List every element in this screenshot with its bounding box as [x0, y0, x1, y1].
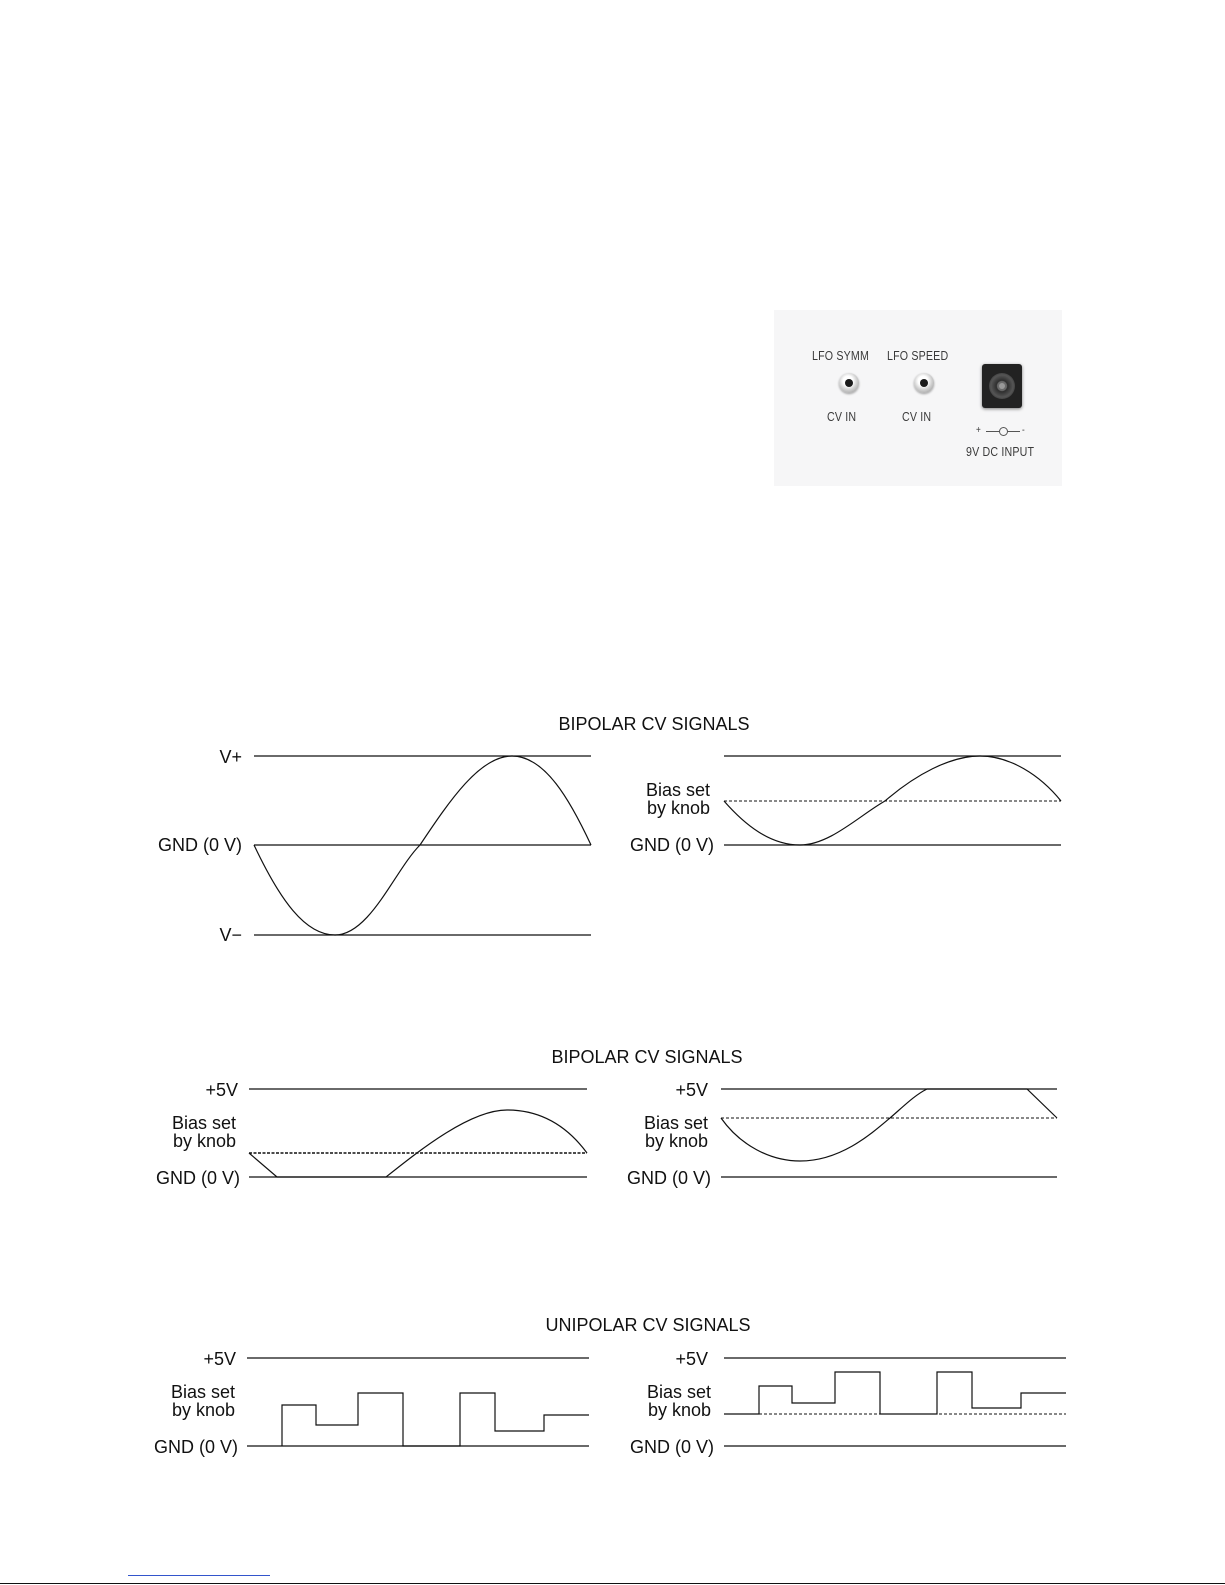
diagram1-title: BIPOLAR CV SIGNALS [558, 714, 750, 734]
diagram2-left-clipped-wave [249, 1110, 587, 1177]
footer-link-underline [128, 1575, 270, 1576]
diagram2-title: BIPOLAR CV SIGNALS [551, 1047, 743, 1067]
dc-polarity-plus: + [976, 425, 981, 436]
diagram2-right-clipped-wave [721, 1089, 1057, 1161]
diagram3-left-bias-label-2: by knob [171, 1400, 235, 1420]
lfo-speed-label: LFO SPEED [887, 348, 949, 363]
diagram1-left-vplus-label: V+ [219, 747, 242, 767]
diagram3-left-gnd-label: GND (0 V) [153, 1437, 238, 1457]
diagram2-right-bias-label-2: by knob [644, 1131, 708, 1151]
diagram1-right-bias-label-2: by knob [646, 798, 710, 818]
diagram3-left-5v-label: +5V [203, 1349, 236, 1369]
lfo-symm-label: LFO SYMM [812, 348, 869, 363]
diagram3-left-step-wave [282, 1393, 589, 1446]
diagram1-right-bias-label-1: Bias set [645, 780, 710, 800]
diagram3-left-bias-label-1: Bias set [170, 1382, 235, 1402]
diagram3-title: UNIPOLAR CV SIGNALS [545, 1315, 751, 1335]
diagram2-right-5v-label: +5V [675, 1080, 708, 1100]
diagram3-right-step-wave [724, 1372, 1066, 1414]
dc-polarity-minus: - [1022, 425, 1025, 436]
diagram3-right-bias-label-2: by knob [647, 1400, 711, 1420]
diagram1-left-vminus-label: V− [219, 925, 242, 945]
dc-input-label: 9V DC INPUT [966, 444, 1035, 459]
diagram3-right-5v-label: +5V [675, 1349, 708, 1369]
diagram2-left-bias-label-1: Bias set [171, 1113, 236, 1133]
diagram2-left-5v-label: +5V [205, 1080, 238, 1100]
diagram2-left-gnd-label: GND (0 V) [155, 1168, 240, 1188]
diagram3-right-gnd-label: GND (0 V) [629, 1437, 714, 1457]
diagram3-right-bias-label-1: Bias set [646, 1382, 711, 1402]
diagram2-right-gnd-label: GND (0 V) [626, 1168, 711, 1188]
diagram2-left-bias-label-2: by knob [172, 1131, 236, 1151]
lfo-symm-cv-in-label: CV IN [827, 409, 857, 424]
lfo-speed-cv-in-label: CV IN [902, 409, 932, 424]
diagram1-right-gnd-label: GND (0 V) [629, 835, 714, 855]
diagram1-left-gnd-label: GND (0 V) [157, 835, 242, 855]
diagram2-right-bias-label-1: Bias set [643, 1113, 708, 1133]
footer-rule [0, 1583, 1225, 1584]
